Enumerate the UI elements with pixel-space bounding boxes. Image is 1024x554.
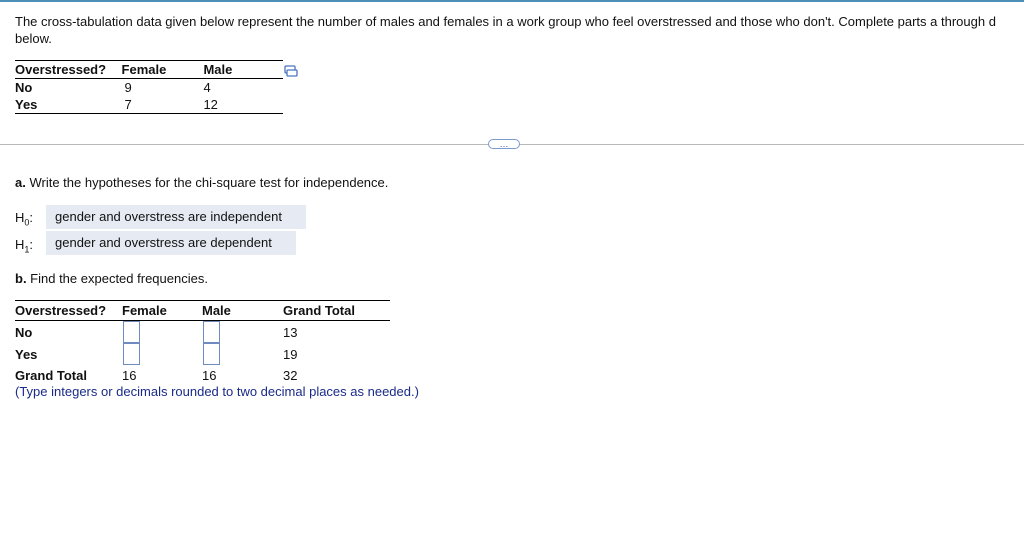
problem-statement: The cross-tabulation data given below represent the number of males and females in a work group who feel overstressed and those who don't. Complete parts a through d below. xyxy=(15,14,996,46)
answer-format-note: (Type integers or decimals rounded to two decimal places as needed.) xyxy=(15,384,419,399)
table-row xyxy=(15,96,283,114)
header-male: Male xyxy=(202,303,231,318)
cell-yes-male xyxy=(202,343,283,365)
copy-data-icon[interactable] xyxy=(284,65,298,77)
h1-subscript: 1 xyxy=(24,244,30,255)
table-header-row xyxy=(15,61,283,79)
h0-symbol: H xyxy=(15,210,25,225)
cell-yes-male: 12 xyxy=(203,97,218,112)
cell-yes-female xyxy=(122,343,202,365)
header-overstressed: Overstressed? xyxy=(15,303,107,318)
cell-no-total: 13 xyxy=(283,324,298,340)
header-grand-total: Grand Total xyxy=(283,303,355,318)
cell-grand-female: 16 xyxy=(122,368,137,383)
part-a-text: Write the hypotheses for the chi-square test for independence. xyxy=(25,175,389,190)
header-overstressed: Overstressed? xyxy=(15,62,107,77)
part-b-letter: b. xyxy=(15,271,27,286)
cell-grand-total: 32 xyxy=(283,368,298,383)
expected-no-female-input[interactable] xyxy=(123,321,140,343)
row-label-yes: Yes xyxy=(15,97,38,112)
part-b-prompt xyxy=(15,271,208,286)
part-a-prompt xyxy=(15,175,388,190)
expected-frequency-table xyxy=(15,300,390,386)
grand-total-row xyxy=(15,365,390,386)
part-a-letter: a. xyxy=(15,175,26,190)
expected-yes-male-input[interactable] xyxy=(203,343,220,365)
row-label-yes: Yes xyxy=(15,346,38,362)
header-female: Female xyxy=(122,303,167,318)
table-header-row xyxy=(15,301,390,321)
top-accent-bar xyxy=(0,0,1024,2)
row-label-no: No xyxy=(15,80,33,95)
table-row xyxy=(15,79,283,97)
row-label-no: No xyxy=(15,324,33,340)
h1-answer-select[interactable]: gender and overstress are dependent xyxy=(46,231,296,255)
cell-yes-total: 19 xyxy=(283,346,298,362)
row-label-grand-total: Grand Total xyxy=(15,368,87,383)
cell-no-male xyxy=(202,321,283,344)
part-b-text: Find the expected frequencies. xyxy=(26,271,208,286)
h1-label: $H_1$: xyxy=(15,237,34,255)
expected-yes-female-input[interactable] xyxy=(123,343,140,365)
expand-more-button[interactable]: … xyxy=(488,139,520,149)
header-female: Female xyxy=(121,62,167,77)
table-row xyxy=(15,321,390,344)
h0-answer-select[interactable]: gender and overstress are independent xyxy=(46,205,306,229)
h1-symbol: H xyxy=(15,237,25,252)
cell-yes-female: 7 xyxy=(124,97,132,112)
cell-no-female xyxy=(122,321,202,344)
h0-subscript: 0 xyxy=(24,217,30,228)
cell-no-female: 9 xyxy=(124,80,132,95)
expected-no-male-input[interactable] xyxy=(203,321,220,343)
h0-label: $H_0$: xyxy=(15,210,34,228)
cell-grand-male: 16 xyxy=(202,368,217,383)
table-row xyxy=(15,343,390,365)
cell-no-male: 4 xyxy=(203,80,211,95)
header-male: Male xyxy=(203,62,233,77)
cross-tab-table xyxy=(15,60,283,114)
